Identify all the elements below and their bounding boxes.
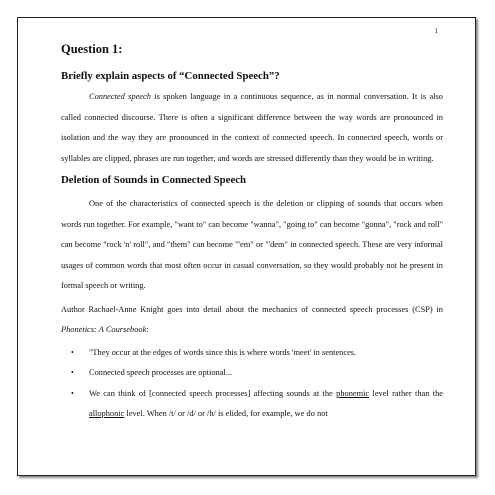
page-number: 1 xyxy=(434,27,438,35)
bullet-item xyxy=(71,343,443,364)
question-title: Question 1: xyxy=(61,42,123,56)
section-heading: Deletion of Sounds in Connected Speech xyxy=(61,174,247,186)
bullet-text-mid: level rather than the xyxy=(369,388,443,398)
bullet-text-end: level. When /t/ or /d/ or /h/ is elided, for example, we do not xyxy=(124,409,328,418)
underlined-term-phonemic: phonemic xyxy=(336,388,370,398)
underlined-term-allophonic: allophonic xyxy=(89,409,125,418)
bullet-item xyxy=(71,363,443,384)
bullet-item xyxy=(71,384,443,425)
author-paragraph xyxy=(61,300,443,341)
bullet-icon: • xyxy=(71,388,74,398)
section-paragraph: One of the characteristics of connected speech is the deletion or clipping of sounds that occurs when words run together. For example, "want to" can become "wanna", "going to" can become "gonna", "rock and roll" can become "rock 'n' roll", and "them" can become "'em" or "'dem" in connected speech. These are very informal usages of common words that most often occur in casual conversation, so they would probably not be present in formal speech or writing. xyxy=(61,199,443,290)
prompt-heading: Briefly explain aspects of “Connected Speech”? xyxy=(61,70,280,82)
bullet-icon: • xyxy=(71,347,74,357)
intro-term: Connected speech xyxy=(89,92,151,101)
intro-paragraph xyxy=(61,87,443,169)
document-body xyxy=(61,41,443,425)
author-text: Author Rachael-Anne Knight goes into detail about the mechanics of connected speech processes (CSP) in xyxy=(61,304,443,314)
bullet-text: "They occur at the edges of words since this is where words 'meet' in sentences. xyxy=(89,347,357,357)
quote-bullet-list xyxy=(61,343,443,425)
bullet-icon: • xyxy=(71,368,74,377)
bullet-text-start: We can think of [connected speech processes] affecting sounds at the xyxy=(89,388,337,398)
book-title: Phonetics: A Coursebook xyxy=(61,325,147,334)
intro-text: is spoken language in a continuous sequence, as in normal conversation. It is also called connected discourse. There is often a significant difference between the way words are pronounced in isolation and the way they are pronounced in the context of connected speech. In connected speech, words or syllables are clipped, phrases are run together, and words are stressed differently than they would be in writing. xyxy=(61,92,443,163)
author-suffix: : xyxy=(146,325,149,334)
document-page xyxy=(17,17,476,476)
bullet-text: Connected speech processes are optional... xyxy=(89,368,233,377)
